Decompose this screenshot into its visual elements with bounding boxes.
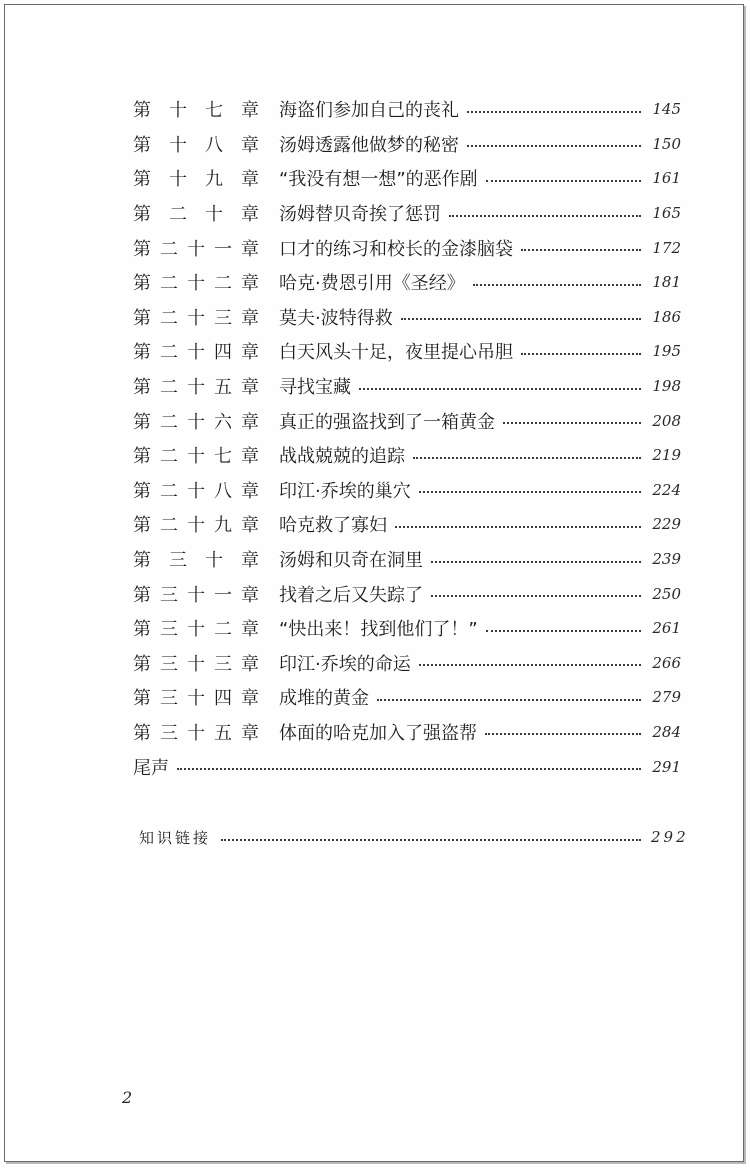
chapter-title: 真正的强盗找到了一箱黄金 <box>279 411 495 433</box>
chapter-title: “快出来！找到他们了！” <box>279 619 478 641</box>
chapter-title: 汤姆透露他做梦的秘密 <box>279 134 459 156</box>
book-page <box>4 4 744 1162</box>
page-number: 261 <box>652 619 681 638</box>
toc-entry <box>133 369 681 404</box>
dot-leader <box>521 248 641 251</box>
page-number: 284 <box>652 722 681 741</box>
toc-entry <box>133 507 681 542</box>
dot-leader <box>503 421 641 424</box>
page-number: 150 <box>652 134 681 153</box>
page-number: 219 <box>652 446 681 465</box>
dot-leader <box>521 352 641 355</box>
page-number: 172 <box>652 238 681 257</box>
toc-entry <box>133 92 681 127</box>
toc-entry <box>133 161 681 196</box>
toc-entry <box>133 265 681 300</box>
page-number: 145 <box>652 100 681 119</box>
toc-entry-appendix <box>139 820 689 854</box>
page-number: 161 <box>652 169 681 188</box>
chapter-title: 体面的哈克加入了强盗帮 <box>279 722 477 744</box>
table-of-contents <box>133 92 681 784</box>
chapter-number: 第二十章 <box>133 204 259 226</box>
chapter-number: 第三十五章 <box>133 722 259 744</box>
chapter-number: 第二十二章 <box>133 273 259 295</box>
epilogue-label: 尾声 <box>133 757 169 779</box>
chapter-title: 成堆的黄金 <box>279 688 369 710</box>
dot-leader <box>431 560 641 563</box>
dot-leader <box>177 767 641 770</box>
page-number: 165 <box>652 204 681 223</box>
dot-leader <box>467 110 641 113</box>
chapter-title: 汤姆替贝奇挨了惩罚 <box>279 204 441 226</box>
chapter-title: 印江·乔埃的巢穴 <box>279 480 411 502</box>
page-number: 229 <box>652 515 681 534</box>
dot-leader <box>401 317 641 320</box>
page-number: 195 <box>652 342 681 361</box>
dot-leader <box>221 838 641 841</box>
chapter-title: 汤姆和贝奇在洞里 <box>279 550 423 572</box>
chapter-title: 寻找宝藏 <box>279 377 351 399</box>
chapter-title: 口才的练习和校长的金漆脑袋 <box>279 238 513 260</box>
chapter-title: 哈克·费恩引用《圣经》 <box>279 273 465 295</box>
chapter-number: 第十九章 <box>133 169 259 191</box>
chapter-number: 第二十八章 <box>133 480 259 502</box>
chapter-number: 第二十七章 <box>133 446 259 468</box>
page-number: 279 <box>652 688 681 707</box>
chapter-number: 第二十四章 <box>133 342 259 364</box>
page-number: 208 <box>652 411 681 430</box>
chapter-title: 战战兢兢的追踪 <box>279 446 405 468</box>
toc-entry <box>133 715 681 750</box>
chapter-number: 第三十三章 <box>133 653 259 675</box>
page-number: 224 <box>652 480 681 499</box>
dot-leader <box>431 594 641 597</box>
chapter-number: 第三十四章 <box>133 688 259 710</box>
page-number: 181 <box>652 273 681 292</box>
folio-page-number: 2 <box>122 1088 133 1107</box>
chapter-number: 第三十章 <box>133 550 259 572</box>
chapter-title: 白天风头十足，夜里提心吊胆 <box>279 342 513 364</box>
chapter-number: 第二十一章 <box>133 238 259 260</box>
page-number: 250 <box>652 584 681 603</box>
chapter-title: 莫夫·波特得救 <box>279 307 393 329</box>
toc-entry <box>133 300 681 335</box>
page-number: 266 <box>652 653 681 672</box>
chapter-number: 第十八章 <box>133 134 259 156</box>
dot-leader <box>359 387 641 390</box>
page-number: 239 <box>652 550 681 569</box>
page-number: 291 <box>652 757 681 776</box>
toc-entry <box>133 473 681 508</box>
toc-entry <box>133 196 681 231</box>
chapter-title: 印江·乔埃的命运 <box>279 653 411 675</box>
chapter-title: 找着之后又失踪了 <box>279 584 423 606</box>
chapter-number: 第二十五章 <box>133 377 259 399</box>
toc-entry <box>133 230 681 265</box>
dot-leader <box>467 144 641 147</box>
toc-entry <box>133 646 681 681</box>
toc-entry <box>133 403 681 438</box>
page-number: 186 <box>652 307 681 326</box>
dot-leader <box>486 629 641 632</box>
chapter-number: 第二十三章 <box>133 307 259 329</box>
toc-entry <box>133 542 681 577</box>
dot-leader <box>419 490 641 493</box>
chapter-number: 第三十一章 <box>133 584 259 606</box>
dot-leader <box>377 698 641 701</box>
dot-leader <box>486 179 641 182</box>
chapter-number: 第二十九章 <box>133 515 259 537</box>
dot-leader <box>449 214 641 217</box>
chapter-number: 第十七章 <box>133 100 259 122</box>
chapter-number: 第二十六章 <box>133 411 259 433</box>
toc-entry <box>133 576 681 611</box>
dot-leader <box>419 663 641 666</box>
page-number: 198 <box>652 377 681 396</box>
dot-leader <box>473 283 641 286</box>
appendix-label: 知识链接 <box>139 828 212 847</box>
page-number: 292 <box>651 828 689 846</box>
toc-entry <box>133 680 681 715</box>
chapter-title: 海盗们参加自己的丧礼 <box>279 100 459 122</box>
dot-leader <box>395 525 641 528</box>
chapter-number: 第三十二章 <box>133 619 259 641</box>
toc-entry <box>133 334 681 369</box>
toc-entry <box>133 611 681 646</box>
chapter-title: “我没有想一想”的恶作剧 <box>279 169 478 191</box>
dot-leader <box>413 456 641 459</box>
toc-entry <box>133 127 681 162</box>
toc-entry <box>133 438 681 473</box>
dot-leader <box>485 732 641 735</box>
chapter-title: 哈克救了寡妇 <box>279 515 387 537</box>
toc-entry-epilogue <box>133 749 681 784</box>
